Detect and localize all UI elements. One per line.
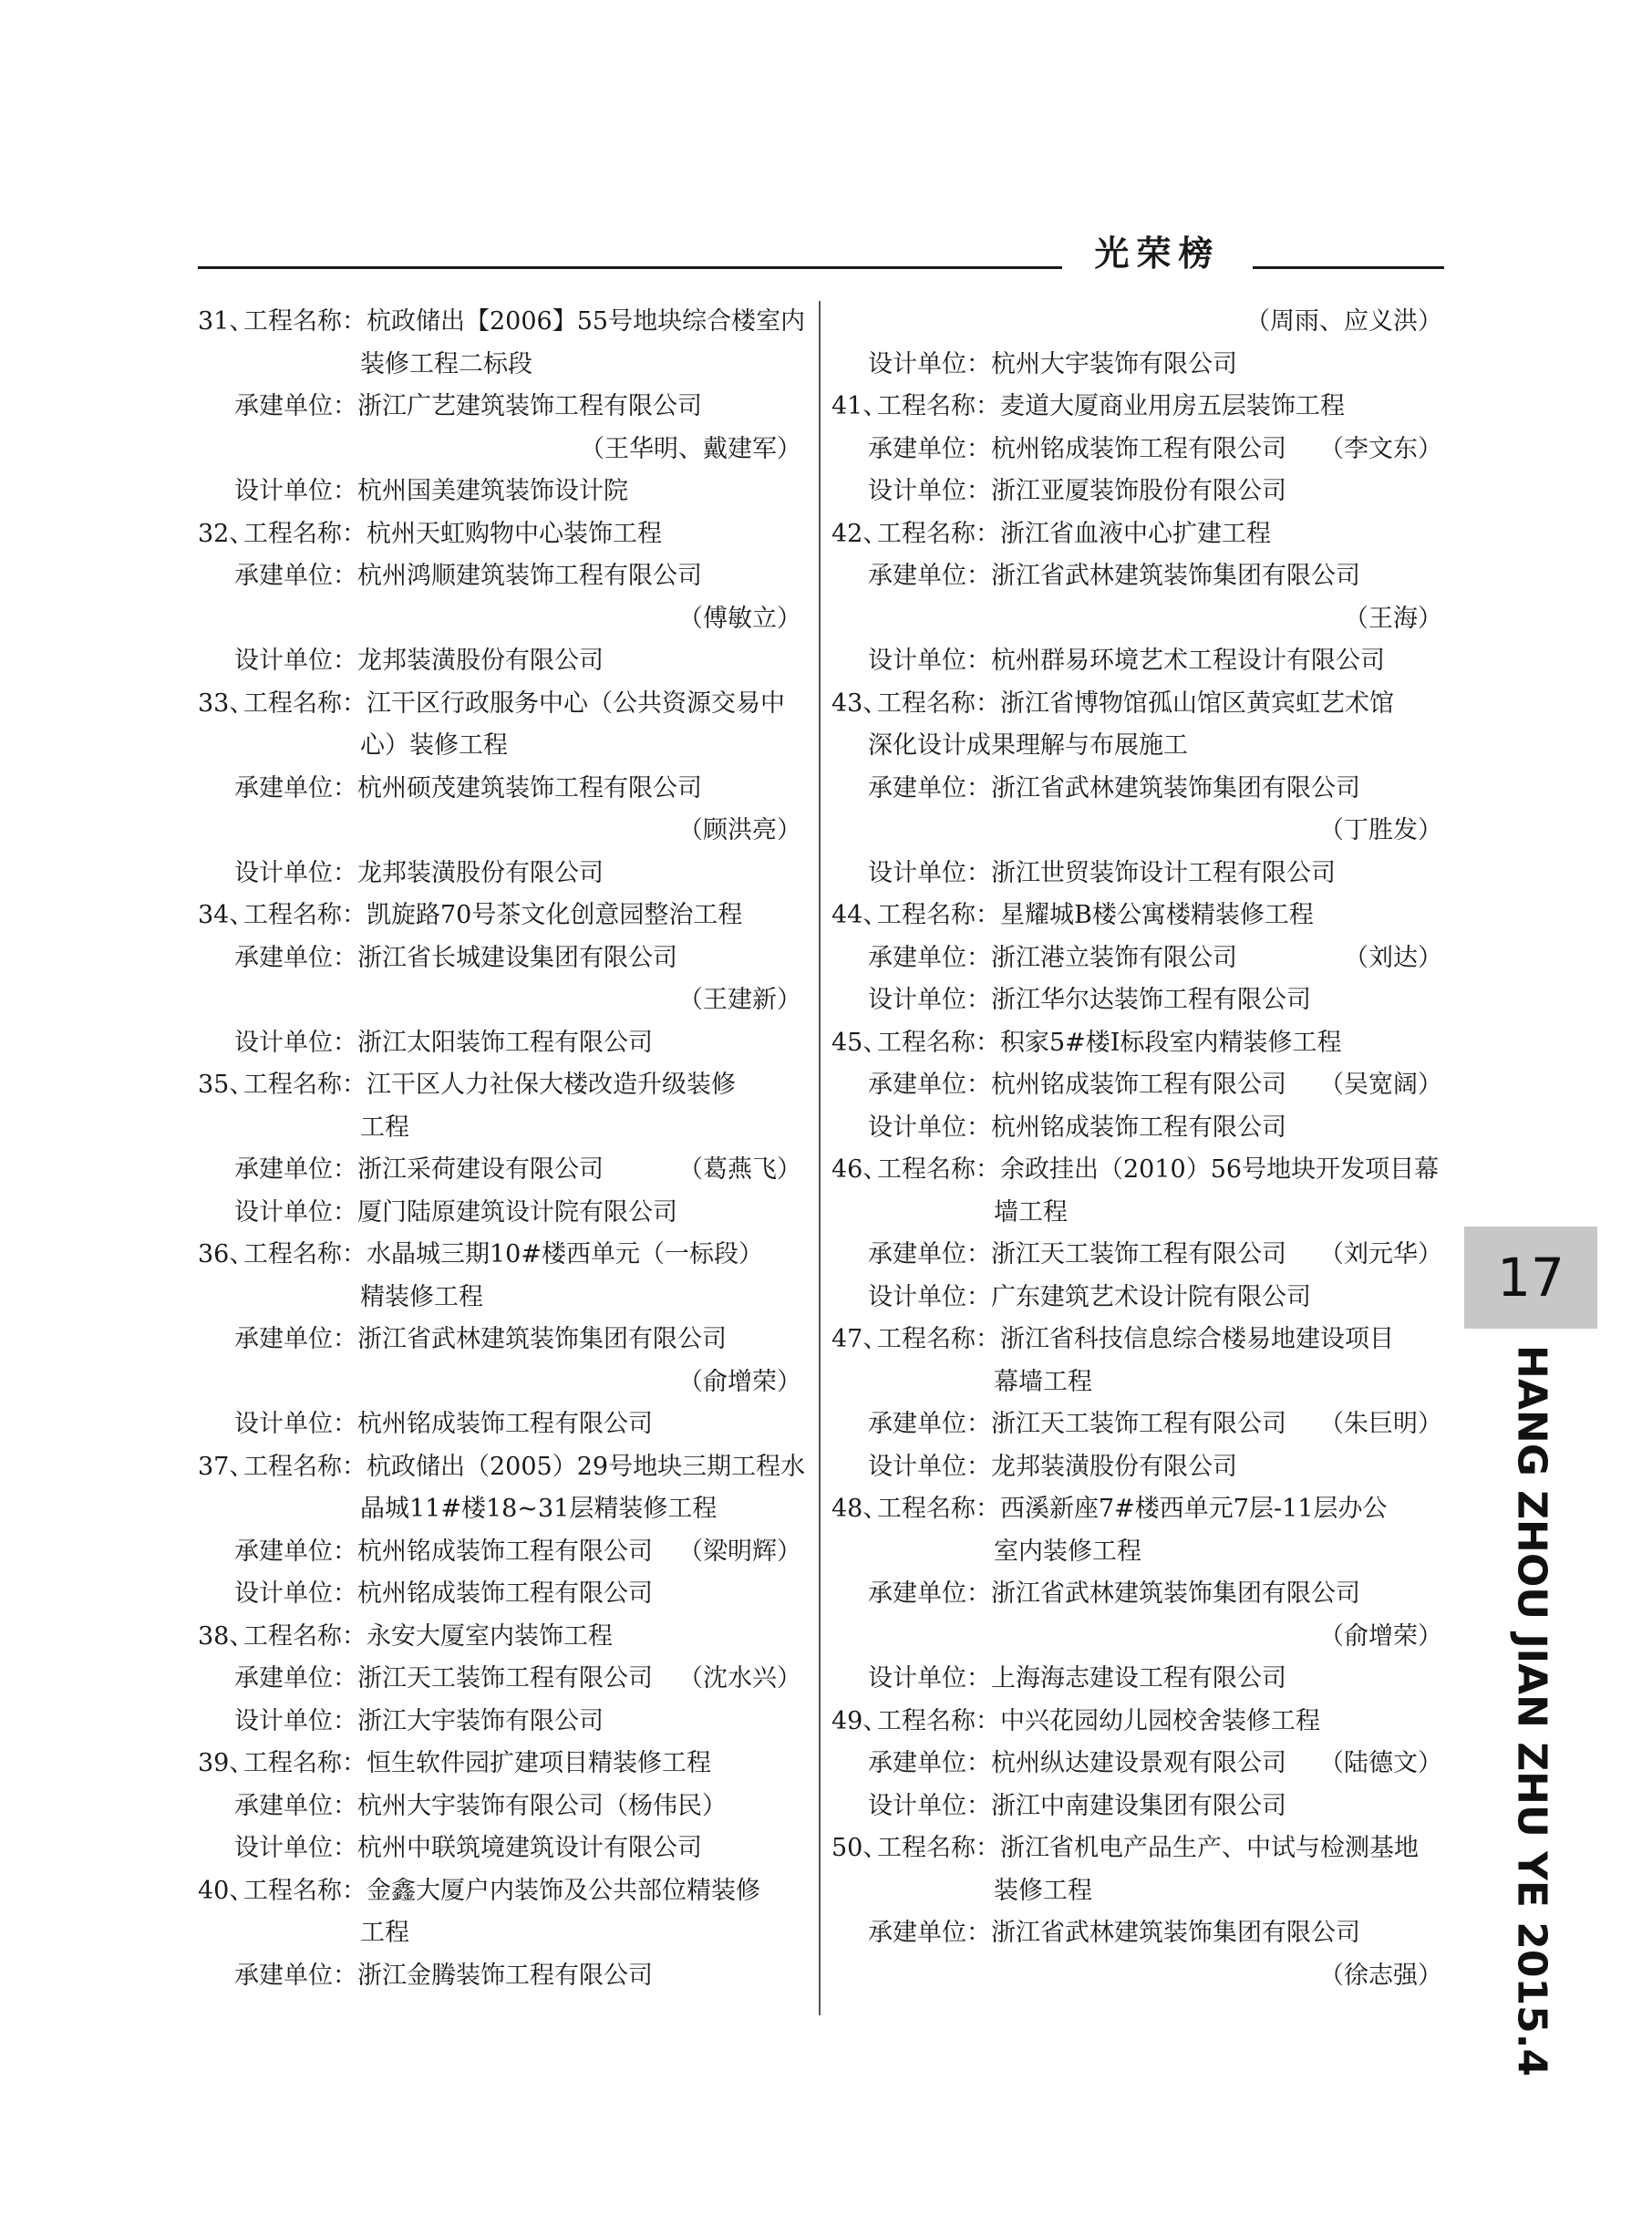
company-name: 杭州纵达建设景观有限公司 — [991, 1749, 1286, 1777]
unit-line — [831, 1446, 1442, 1489]
field-label: 工程名称： — [877, 689, 1000, 718]
project-title-line — [831, 1701, 1442, 1744]
project-name-continued — [831, 1531, 1442, 1574]
company-name: 浙江采荷建设有限公司 — [357, 1155, 604, 1184]
project-number: 47、 — [831, 1325, 888, 1353]
unit-line — [198, 937, 801, 980]
project-title-line — [198, 1064, 801, 1107]
company-name: 浙江省武林建筑装饰集团有限公司 — [991, 1579, 1360, 1608]
field-label: 承建单位： — [234, 943, 357, 972]
project-name-continued-text: 工程 — [360, 1919, 409, 1947]
field-label: 设计单位： — [868, 986, 991, 1014]
company-name: 浙江金腾装饰工程有限公司 — [357, 1961, 653, 1990]
person-names: （刘元华） — [1319, 1240, 1442, 1268]
person-names: （傅敏立） — [678, 604, 801, 633]
field-label: 承建单位： — [234, 1664, 357, 1693]
project-name: 浙江省血液中心扩建工程 — [1000, 519, 1271, 548]
project-number: 34、 — [198, 901, 254, 929]
company-name: 杭州鸿顺建筑装饰工程有限公司 — [357, 562, 702, 590]
company-name: 浙江世贸装饰设计工程有限公司 — [991, 858, 1336, 887]
company-name: 杭州大宇装饰有限公司（杨伟民） — [357, 1791, 727, 1820]
field-label: 工程名称： — [243, 1452, 367, 1481]
project-name: 杭州天虹购物中心装饰工程 — [367, 519, 662, 548]
field-label: 设计单位： — [868, 1282, 991, 1311]
unit-line — [831, 979, 1442, 1022]
field-label: 工程名称： — [243, 1749, 367, 1777]
field-label: 承建单位： — [868, 773, 991, 802]
field-label: 承建单位： — [868, 1410, 991, 1438]
unit-line — [198, 640, 801, 683]
company-name: 龙邦装潢股份有限公司 — [357, 647, 604, 675]
project-number: 48、 — [831, 1495, 888, 1523]
unit-line — [831, 1277, 1442, 1320]
project-title-line — [198, 683, 801, 726]
person-names: （徐志强） — [1319, 1961, 1442, 1990]
project-name-continued — [831, 725, 1442, 768]
field-label: 设计单位： — [234, 1579, 357, 1608]
unit-line — [831, 1064, 1442, 1107]
project-number: 44、 — [831, 901, 888, 929]
person-names: （王建新） — [678, 986, 801, 1014]
project-title-line — [198, 1870, 801, 1913]
project-name: 杭政储出【2006】55号地块综合楼室内 — [367, 307, 806, 336]
project-name: 恒生软件园扩建项目精装修工程 — [367, 1749, 711, 1777]
person-names-line — [198, 810, 801, 853]
company-name: 浙江大宇装饰有限公司 — [357, 1706, 604, 1735]
project-name-continued — [198, 1107, 801, 1150]
project-name-continued — [831, 1361, 1442, 1404]
field-label: 设计单位： — [234, 858, 357, 887]
right-column — [831, 301, 1442, 1997]
field-label: 工程名称： — [243, 307, 367, 336]
field-label: 承建单位： — [234, 773, 357, 802]
unit-line — [831, 1912, 1442, 1955]
person-names-line — [198, 1361, 801, 1404]
project-title-line — [831, 386, 1442, 429]
person-names: （俞增荣） — [1319, 1621, 1442, 1651]
company-name: 龙邦装潢股份有限公司 — [357, 858, 604, 887]
project-name: 江干区行政服务中心（公共资源交易中 — [367, 689, 785, 718]
unit-line — [198, 1022, 801, 1065]
unit-line — [831, 555, 1442, 598]
field-label: 工程名称： — [243, 901, 367, 929]
unit-line — [198, 1192, 801, 1235]
person-names-line — [198, 979, 801, 1022]
field-label: 设计单位： — [868, 1791, 991, 1820]
person-names-line — [831, 301, 1442, 344]
project-number: 36、 — [198, 1240, 254, 1268]
unit-line — [831, 471, 1442, 513]
unit-line — [198, 1955, 801, 1998]
unit-line — [198, 1149, 801, 1192]
field-label: 承建单位： — [234, 392, 357, 420]
field-label: 工程名称： — [877, 1155, 1000, 1184]
company-name: 浙江太阳装饰工程有限公司 — [357, 1028, 653, 1057]
unit-line — [831, 853, 1442, 896]
company-name: 广东建筑艺术设计院有限公司 — [991, 1282, 1311, 1311]
project-name-continued-text: 室内装修工程 — [994, 1537, 1141, 1566]
journal-text: HANG ZHOU JIAN ZHU YE 2015.4 — [1508, 1345, 1555, 2077]
unit-line — [198, 1531, 801, 1574]
section-title: 光荣榜 — [1094, 233, 1221, 274]
field-label: 承建单位： — [868, 562, 991, 590]
field-label: 承建单位： — [234, 1325, 357, 1353]
field-label: 设计单位： — [234, 1197, 357, 1227]
project-title-line — [198, 895, 801, 937]
company-name: 浙江天工装饰工程有限公司 — [991, 1240, 1286, 1268]
project-name-continued-text: 深化设计成果理解与布展施工 — [868, 731, 1188, 760]
project-name: 中兴花园幼儿园校舍装修工程 — [1000, 1706, 1320, 1735]
person-names: （刘达） — [1344, 943, 1442, 972]
header-rule-left — [198, 266, 1062, 269]
field-label: 工程名称： — [877, 1706, 1000, 1735]
unit-line — [198, 1573, 801, 1616]
project-number: 46、 — [831, 1155, 888, 1184]
column-divider — [819, 301, 821, 2015]
person-names: （丁胜发） — [1319, 816, 1442, 844]
company-name: 杭州铭成装饰工程有限公司 — [991, 1071, 1286, 1099]
project-title-line — [831, 1022, 1442, 1065]
field-label: 承建单位： — [868, 1919, 991, 1947]
company-name: 浙江中南建设集团有限公司 — [991, 1791, 1286, 1820]
field-label: 工程名称： — [243, 1876, 367, 1905]
unit-line — [198, 1403, 801, 1446]
field-label: 承建单位： — [868, 943, 991, 972]
company-name: 浙江华尔达装饰工程有限公司 — [991, 986, 1311, 1014]
unit-line — [198, 1319, 801, 1361]
person-names-line — [831, 1955, 1442, 1998]
field-label: 承建单位： — [234, 1791, 357, 1820]
project-number: 37、 — [198, 1452, 254, 1481]
unit-line — [831, 640, 1442, 683]
project-name-continued — [198, 344, 801, 387]
person-names: （沈水兴） — [678, 1664, 801, 1693]
unit-line — [831, 937, 1442, 980]
field-label: 工程名称： — [243, 519, 367, 548]
field-label: 设计单位： — [868, 1664, 991, 1693]
field-label: 设计单位： — [868, 477, 991, 505]
field-label: 承建单位： — [234, 1537, 357, 1566]
company-name: 杭州群易环境艺术工程设计有限公司 — [991, 647, 1385, 675]
person-names-line — [831, 598, 1442, 641]
company-name: 浙江港立装饰有限公司 — [991, 943, 1237, 972]
project-number: 31、 — [198, 307, 254, 336]
project-number: 33、 — [198, 689, 254, 718]
project-name: 浙江省机电产品生产、中试与检测基地 — [1000, 1834, 1419, 1862]
project-name-continued — [198, 725, 801, 768]
person-names: （李文东） — [1319, 434, 1442, 463]
unit-line — [198, 853, 801, 896]
project-name: 凯旋路70号茶文化创意园整治工程 — [367, 901, 743, 929]
unit-line — [198, 1658, 801, 1701]
page-number: 17 — [1497, 1247, 1564, 1309]
project-name-continued-text: 装修工程二标段 — [360, 349, 532, 378]
project-name-continued-text: 装修工程 — [994, 1876, 1092, 1905]
field-label: 设计单位： — [234, 1410, 357, 1438]
unit-line — [198, 386, 801, 429]
project-name-continued-text: 工程 — [360, 1113, 409, 1142]
unit-line — [831, 344, 1442, 387]
field-label: 承建单位： — [868, 1749, 991, 1777]
field-label: 工程名称： — [243, 1621, 367, 1651]
company-name: 龙邦装潢股份有限公司 — [991, 1452, 1237, 1481]
field-label: 设计单位： — [234, 1028, 357, 1057]
person-names: （吴宽阔） — [1319, 1071, 1442, 1099]
company-name: 杭州国美建筑装饰设计院 — [357, 477, 628, 505]
company-name: 上海海志建设工程有限公司 — [991, 1664, 1286, 1693]
company-name: 杭州铭成装饰工程有限公司 — [357, 1537, 653, 1566]
project-name: 积家5#楼I标段室内精装修工程 — [1000, 1028, 1342, 1057]
company-name: 浙江省武林建筑装饰集团有限公司 — [991, 562, 1360, 590]
project-name-continued-text: 精装修工程 — [360, 1282, 483, 1311]
person-names-line — [831, 810, 1442, 853]
project-name-continued-text: 心）装修工程 — [360, 731, 508, 760]
unit-line — [198, 471, 801, 513]
project-name: 余政挂出（2010）56号地块开发项目幕 — [1000, 1155, 1440, 1184]
person-names-line — [198, 429, 801, 471]
field-label: 设计单位： — [868, 858, 991, 887]
person-names-line — [831, 1616, 1442, 1659]
header-rule-right — [1253, 266, 1444, 269]
field-label: 工程名称： — [243, 1071, 367, 1099]
project-number: 35、 — [198, 1071, 254, 1099]
unit-line — [198, 555, 801, 598]
journal-side-label — [1450, 1345, 1614, 2077]
field-label: 设计单位： — [234, 1706, 357, 1735]
page-number-tab — [1464, 1227, 1597, 1329]
project-number: 38、 — [198, 1621, 254, 1651]
unit-line — [831, 1573, 1442, 1616]
person-names: （朱巨明） — [1319, 1410, 1442, 1438]
project-name: 江干区人力社保大楼改造升级装修 — [367, 1071, 736, 1099]
project-name-continued — [831, 1870, 1442, 1913]
person-names: （王华明、戴建军） — [580, 434, 801, 463]
project-title-line — [198, 1234, 801, 1277]
project-name-continued — [198, 1912, 801, 1955]
field-label: 承建单位： — [868, 1240, 991, 1268]
field-label: 工程名称： — [243, 689, 367, 718]
project-number: 49、 — [831, 1706, 888, 1735]
company-name: 浙江省武林建筑装饰集团有限公司 — [991, 773, 1360, 802]
field-label: 工程名称： — [877, 1028, 1000, 1057]
unit-line — [198, 1827, 801, 1870]
field-label: 工程名称： — [243, 1240, 367, 1268]
project-name-continued — [198, 1488, 801, 1531]
unit-line — [831, 1743, 1442, 1786]
company-name: 杭州铭成装饰工程有限公司 — [357, 1410, 653, 1438]
company-name: 厦门陆原建筑设计院有限公司 — [357, 1197, 677, 1227]
project-title-line — [831, 1319, 1442, 1361]
person-names: （顾洪亮） — [678, 816, 801, 844]
person-names: （俞增荣） — [678, 1367, 801, 1396]
person-names: （葛燕飞） — [678, 1155, 801, 1184]
company-name: 杭州铭成装饰工程有限公司 — [991, 1113, 1286, 1142]
project-number: 42、 — [831, 519, 888, 548]
project-name: 水晶城三期10#楼西单元（一标段） — [367, 1240, 763, 1268]
project-number: 40、 — [198, 1876, 254, 1905]
project-title-line — [198, 1743, 801, 1786]
field-label: 工程名称： — [877, 1495, 1000, 1523]
company-name: 浙江省武林建筑装饰集团有限公司 — [991, 1919, 1360, 1947]
unit-line — [831, 1786, 1442, 1828]
project-name: 星耀城B楼公寓楼精装修工程 — [1000, 901, 1314, 929]
field-label: 承建单位： — [234, 1155, 357, 1184]
project-title-line — [831, 1149, 1442, 1192]
field-label: 设计单位： — [868, 1452, 991, 1481]
company-name: 杭州铭成装饰工程有限公司 — [357, 1579, 653, 1608]
company-name: 杭州中联筑境建筑设计有限公司 — [357, 1834, 702, 1862]
company-name: 浙江省长城建设集团有限公司 — [357, 943, 677, 972]
project-name: 杭政储出（2005）29号地块三期工程水 — [367, 1452, 806, 1481]
company-name: 杭州大宇装饰有限公司 — [991, 349, 1237, 378]
field-label: 工程名称： — [877, 1834, 1000, 1862]
project-title-line — [198, 513, 801, 556]
field-label: 工程名称： — [877, 519, 1000, 548]
company-name: 浙江广艺建筑装饰工程有限公司 — [357, 392, 702, 420]
field-label: 承建单位： — [868, 1071, 991, 1099]
project-name-continued-text: 墙工程 — [994, 1197, 1068, 1227]
project-name-continued-text: 晶城11#楼18~31层精装修工程 — [360, 1495, 718, 1523]
project-title-line — [198, 1616, 801, 1659]
person-names: （周雨、应义洪） — [1245, 307, 1442, 336]
field-label: 设计单位： — [868, 349, 991, 378]
field-label: 设计单位： — [234, 647, 357, 675]
unit-line — [198, 768, 801, 811]
field-label: 设计单位： — [234, 1834, 357, 1862]
field-label: 设计单位： — [868, 1113, 991, 1142]
unit-line — [198, 1786, 801, 1828]
unit-line — [831, 768, 1442, 811]
unit-line — [831, 1234, 1442, 1277]
unit-line — [198, 1701, 801, 1744]
project-title-line — [198, 1446, 806, 1489]
field-label: 承建单位： — [868, 434, 991, 463]
company-name: 浙江省武林建筑装饰集团有限公司 — [357, 1325, 727, 1353]
company-name: 浙江天工装饰工程有限公司 — [357, 1664, 653, 1693]
unit-line — [831, 1107, 1442, 1150]
person-names: （王海） — [1344, 604, 1442, 633]
project-name: 麦道大厦商业用房五层装饰工程 — [1000, 392, 1345, 420]
unit-line — [831, 1658, 1442, 1701]
project-number: 39、 — [198, 1749, 254, 1777]
unit-line — [831, 429, 1442, 471]
field-label: 工程名称： — [877, 901, 1000, 929]
project-name: 永安大厦室内装饰工程 — [367, 1621, 613, 1651]
project-title-line — [831, 1488, 1442, 1531]
project-number: 43、 — [831, 689, 888, 718]
company-name: 杭州硕茂建筑装饰工程有限公司 — [357, 773, 702, 802]
person-names-line — [198, 598, 801, 641]
left-column — [198, 301, 806, 1997]
project-name-continued-text: 幕墙工程 — [994, 1367, 1092, 1396]
project-name-continued — [198, 1277, 801, 1320]
company-name: 浙江天工装饰工程有限公司 — [991, 1410, 1286, 1438]
unit-line — [831, 1403, 1442, 1446]
field-label: 设计单位： — [868, 647, 991, 675]
project-name: 西溪新座7#楼西单元7层-11层办公 — [1000, 1495, 1388, 1523]
field-label: 承建单位： — [234, 1961, 357, 1990]
project-title-line — [831, 513, 1442, 556]
field-label: 承建单位： — [868, 1579, 991, 1608]
field-label: 承建单位： — [234, 562, 357, 590]
person-names: （梁明辉） — [678, 1537, 801, 1566]
project-name-continued — [831, 1192, 1442, 1235]
project-title-line — [831, 1827, 1442, 1870]
field-label: 设计单位： — [234, 477, 357, 505]
project-name: 浙江省科技信息综合楼易地建设项目 — [1000, 1325, 1394, 1353]
person-names: （陆德文） — [1319, 1749, 1442, 1777]
project-number: 32、 — [198, 519, 254, 548]
project-title-line — [198, 301, 806, 344]
company-name: 浙江亚厦装饰股份有限公司 — [991, 477, 1286, 505]
project-number: 50、 — [831, 1834, 888, 1862]
project-title-line — [831, 683, 1442, 726]
field-label: 工程名称： — [877, 392, 1000, 420]
company-name: 杭州铭成装饰工程有限公司 — [991, 434, 1286, 463]
project-name: 金鑫大厦户内装饰及公共部位精装修 — [367, 1876, 760, 1905]
project-name: 浙江省博物馆孤山馆区黄宾虹艺术馆 — [1000, 689, 1394, 718]
project-title-line — [831, 895, 1442, 937]
project-number: 45、 — [831, 1028, 888, 1057]
project-number: 41、 — [831, 392, 888, 420]
field-label: 工程名称： — [877, 1325, 1000, 1353]
